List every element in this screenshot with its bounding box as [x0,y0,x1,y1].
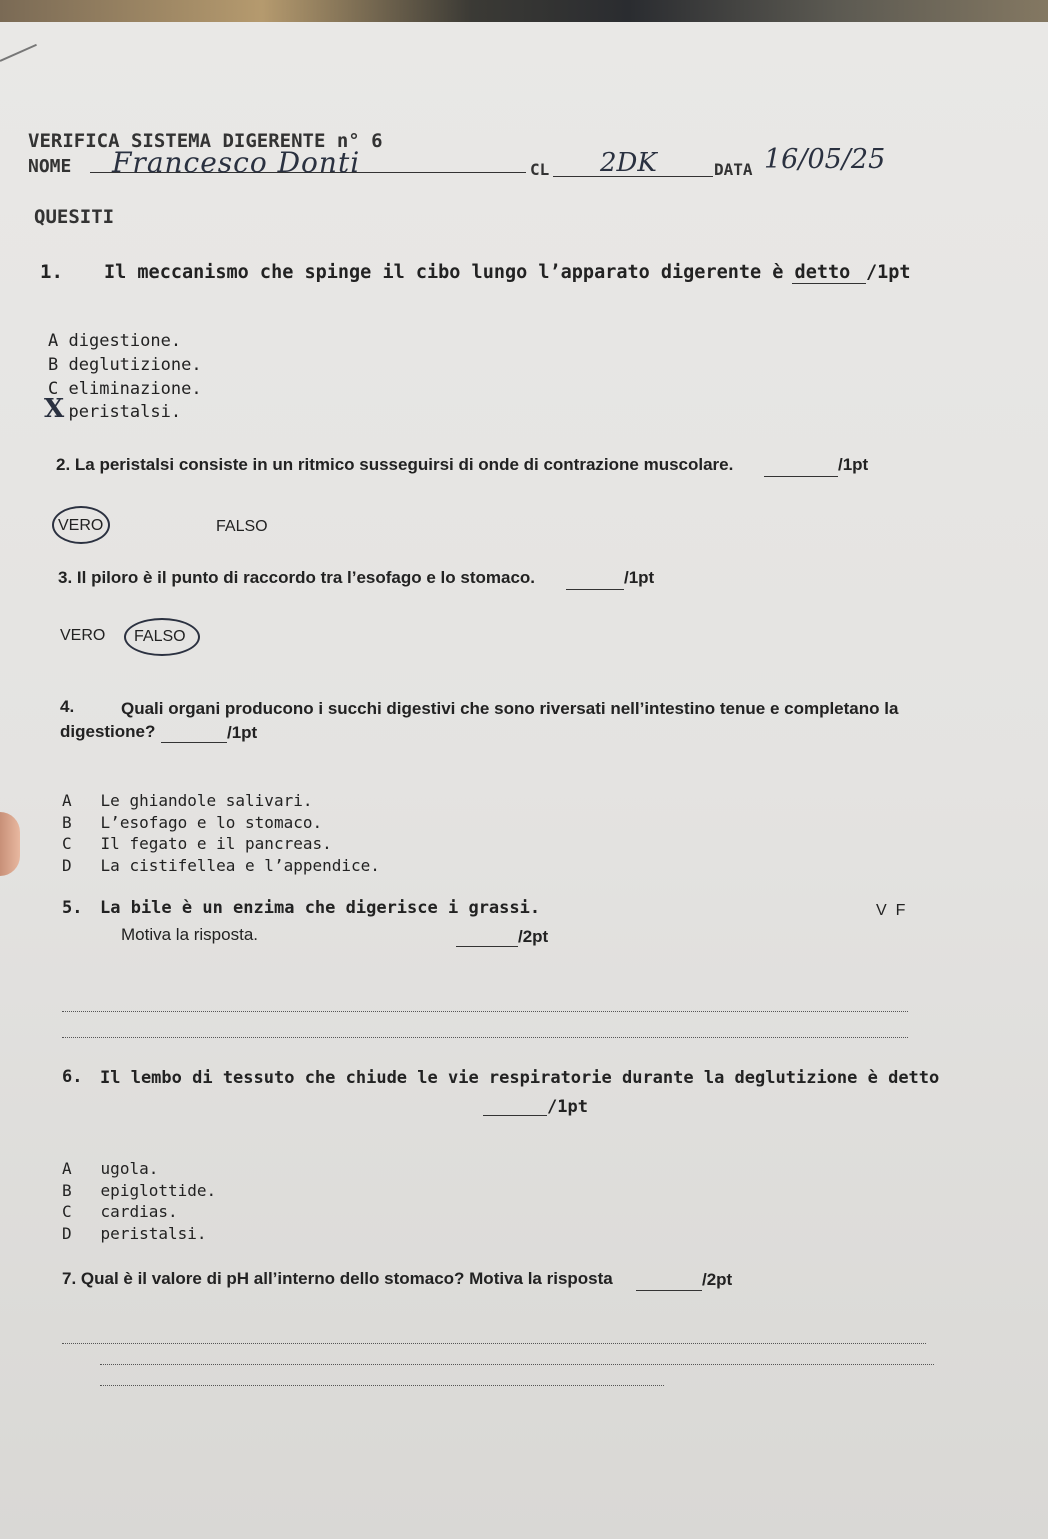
q4-text-line2: digestione? [60,722,156,741]
q4-option-d: D La cistifellea e l’appendice. [62,856,380,875]
q3-false-option: FALSO [134,628,186,645]
q5-text: La bile è un enzima che digerisce i grassi. [100,898,541,918]
thumb [0,812,20,876]
q6-text: Il lembo di tessuto che chiude le vie respiratorie durante la deglutizione è detto [100,1068,940,1088]
q7-score: /2pt [702,1270,733,1289]
worksheet-paper [0,22,1048,1539]
q6-option-c: C cardias. [62,1202,178,1221]
q1-option-a: A digestione. [48,331,182,351]
q4-option-b: B L’esofago e lo stomaco. [62,813,323,832]
q4-score: /1pt [227,723,258,742]
q2-score: /1pt [838,455,869,474]
worksheet-title: VERIFICA SISTEMA DIGERENTE n° 6 [28,130,383,152]
q6-option-d: D peristalsi. [62,1224,207,1243]
q6-score: /1pt [547,1097,588,1117]
q4-answer-blank [161,742,227,743]
q5-motivate: Motiva la risposta. [121,925,258,944]
name-handwritten: Francesco Donti [112,146,361,179]
q7-answer-blank [636,1290,702,1291]
q5-answer-line-1[interactable] [62,1011,908,1012]
class-handwritten: 2DK [600,148,657,178]
q5-number: 5. [62,898,83,918]
q1-option-d: peristalsi. [68,402,182,422]
q2-text: 2. La peristalsi consiste in un ritmico susseguirsi di onde di contrazione muscolare. [56,455,734,474]
q4-option-c: C Il fegato e il pancreas. [62,834,332,853]
q2-answer-blank [764,476,838,477]
q5-answer-blank [456,946,518,947]
q3-answer-blank [566,589,624,590]
q4-text-line1: Quali organi producono i succhi digestivi che sono riversati nell’intestino tenue e completano la [121,699,899,718]
q4-number: 4. [60,697,75,716]
q1-x-mark: X [44,394,65,424]
q2-false-option: FALSO [216,518,268,535]
q5-answer-line-2[interactable] [62,1037,908,1038]
q3-score: /1pt [624,568,655,587]
q5-true-false: V F [876,902,906,919]
q6-option-b: B epiglottide. [62,1181,217,1200]
q3-true-option: VERO [60,627,106,644]
q5-score: /2pt [518,927,549,946]
q7-answer-line-1[interactable] [62,1343,926,1344]
q7-text: 7. Qual è il valore di pH all’interno dello stomaco? Motiva la risposta [62,1269,613,1288]
q3-text: 3. Il piloro è il punto di raccordo tra l’esofago e lo stomaco. [58,568,536,587]
q1-option-c: C eliminazione. [48,379,202,399]
q1-text: Il meccanismo che spinge il cibo lungo l’apparato digerente è detto [104,262,851,283]
q2-true-option: VERO [58,517,104,534]
section-title: QUESITI [34,206,115,228]
q7-answer-line-3[interactable] [100,1385,664,1386]
date-label: DATA [714,160,753,179]
q4-option-a: A Le ghiandole salivari. [62,791,313,810]
q1-number: 1. [40,261,63,283]
q6-answer-blank [483,1115,547,1116]
q1-score: /1pt [866,262,911,283]
date-handwritten: 16/05/25 [764,144,886,175]
q1-option-b: B deglutizione. [48,355,202,375]
q6-option-a: A ugola. [62,1159,159,1178]
q1-answer-blank [792,283,866,284]
class-label: CL [530,160,550,179]
q6-number: 6. [62,1067,83,1087]
q7-answer-line-2[interactable] [100,1364,934,1365]
name-label: NOME [28,156,72,177]
